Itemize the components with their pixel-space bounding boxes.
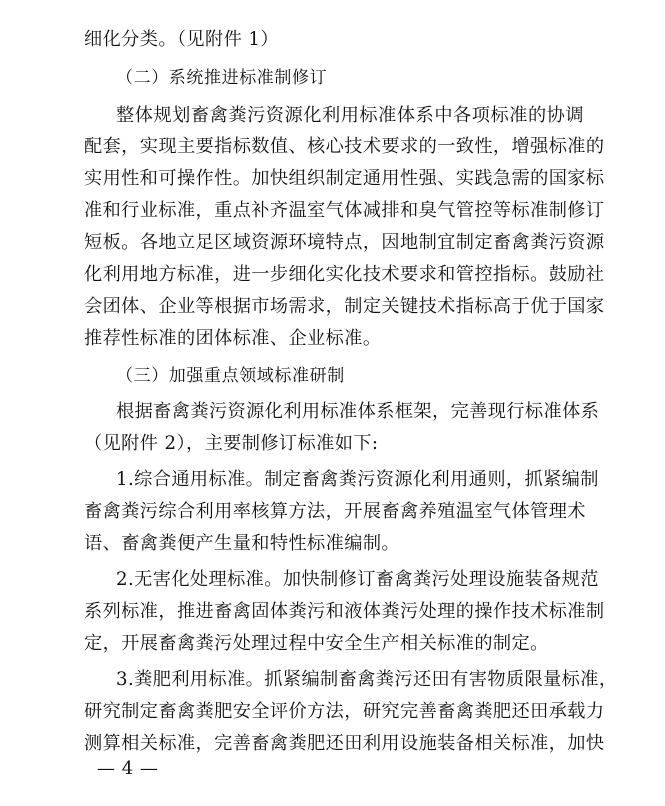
paragraph-line-15: 畜禽粪污综合利用率核算方法，开展畜禽养殖温室气体管理术 <box>84 501 586 522</box>
paragraph-line-9: 会团体、企业等根据市场需求，制定关键技术指标高于优于国家 <box>84 296 605 317</box>
paragraph-line-7: 短板。各地立足区域资源环境特点，因地制宜制定畜禽粪污资源 <box>84 232 605 253</box>
paragraph-line-16: 语、畜禽粪便产生量和特性标准编制。 <box>84 533 400 554</box>
section-heading-3: （三）加强重点领域标准研制 <box>116 366 345 386</box>
paragraph-line-13: （见附件 2），主要制修订标准如下: <box>84 433 379 454</box>
page-number: — 4 — <box>97 758 159 779</box>
paragraph-line-5: 实用性和可操作性。加快组织制定通用性强、实践急需的国家标 <box>84 168 605 189</box>
paragraph-line-4: 配套，实现主要指标数值、核心技术要求的一致性，增强标准的 <box>84 136 605 157</box>
paragraph-line-6: 准和行业标准，重点补齐温室气体减排和臭气管控等标准制修订 <box>84 200 605 221</box>
paragraph-line-22: 测算相关标准，完善畜禽粪肥还田利用设施装备相关标准，加快 <box>84 733 605 754</box>
paragraph-line-8: 化利用地方标准，进一步细化实化技术要求和管控指标。鼓励社 <box>84 264 605 285</box>
paragraph-line-19: 定，开展畜禽粪污处理过程中安全生产相关标准的制定。 <box>84 633 549 654</box>
paragraph-line-18: 系列标准，推进畜禽固体粪污和液体粪污处理的操作技术标准制 <box>84 601 605 622</box>
paragraph-line-14: 1.综合通用标准。制定畜禽粪污资源化利用通则，抓紧编制 <box>116 469 599 490</box>
section-heading-2: （二）系统推进标准制修订 <box>116 68 328 88</box>
paragraph-line-20: 3.粪肥利用标准。抓紧编制畜禽粪污还田有害物质限量标准， <box>116 669 618 690</box>
paragraph-line-10: 推荐性标准的团体标准、企业标准。 <box>84 328 382 349</box>
paragraph-line-1: 细化分类。（见附件 1） <box>84 29 279 50</box>
paragraph-line-21: 研究制定畜禽粪肥安全评价方法，研究完善畜禽粪肥还田承载力 <box>84 701 605 722</box>
paragraph-line-17: 2.无害化处理标准。加快制修订畜禽粪污处理设施装备规范 <box>116 569 599 590</box>
paragraph-line-3: 整体规划畜禽粪污资源化利用标准体系中各项标准的协调 <box>116 105 584 126</box>
paragraph-line-12: 根据畜禽粪污资源化利用标准体系框架，完善现行标准体系 <box>116 401 600 422</box>
